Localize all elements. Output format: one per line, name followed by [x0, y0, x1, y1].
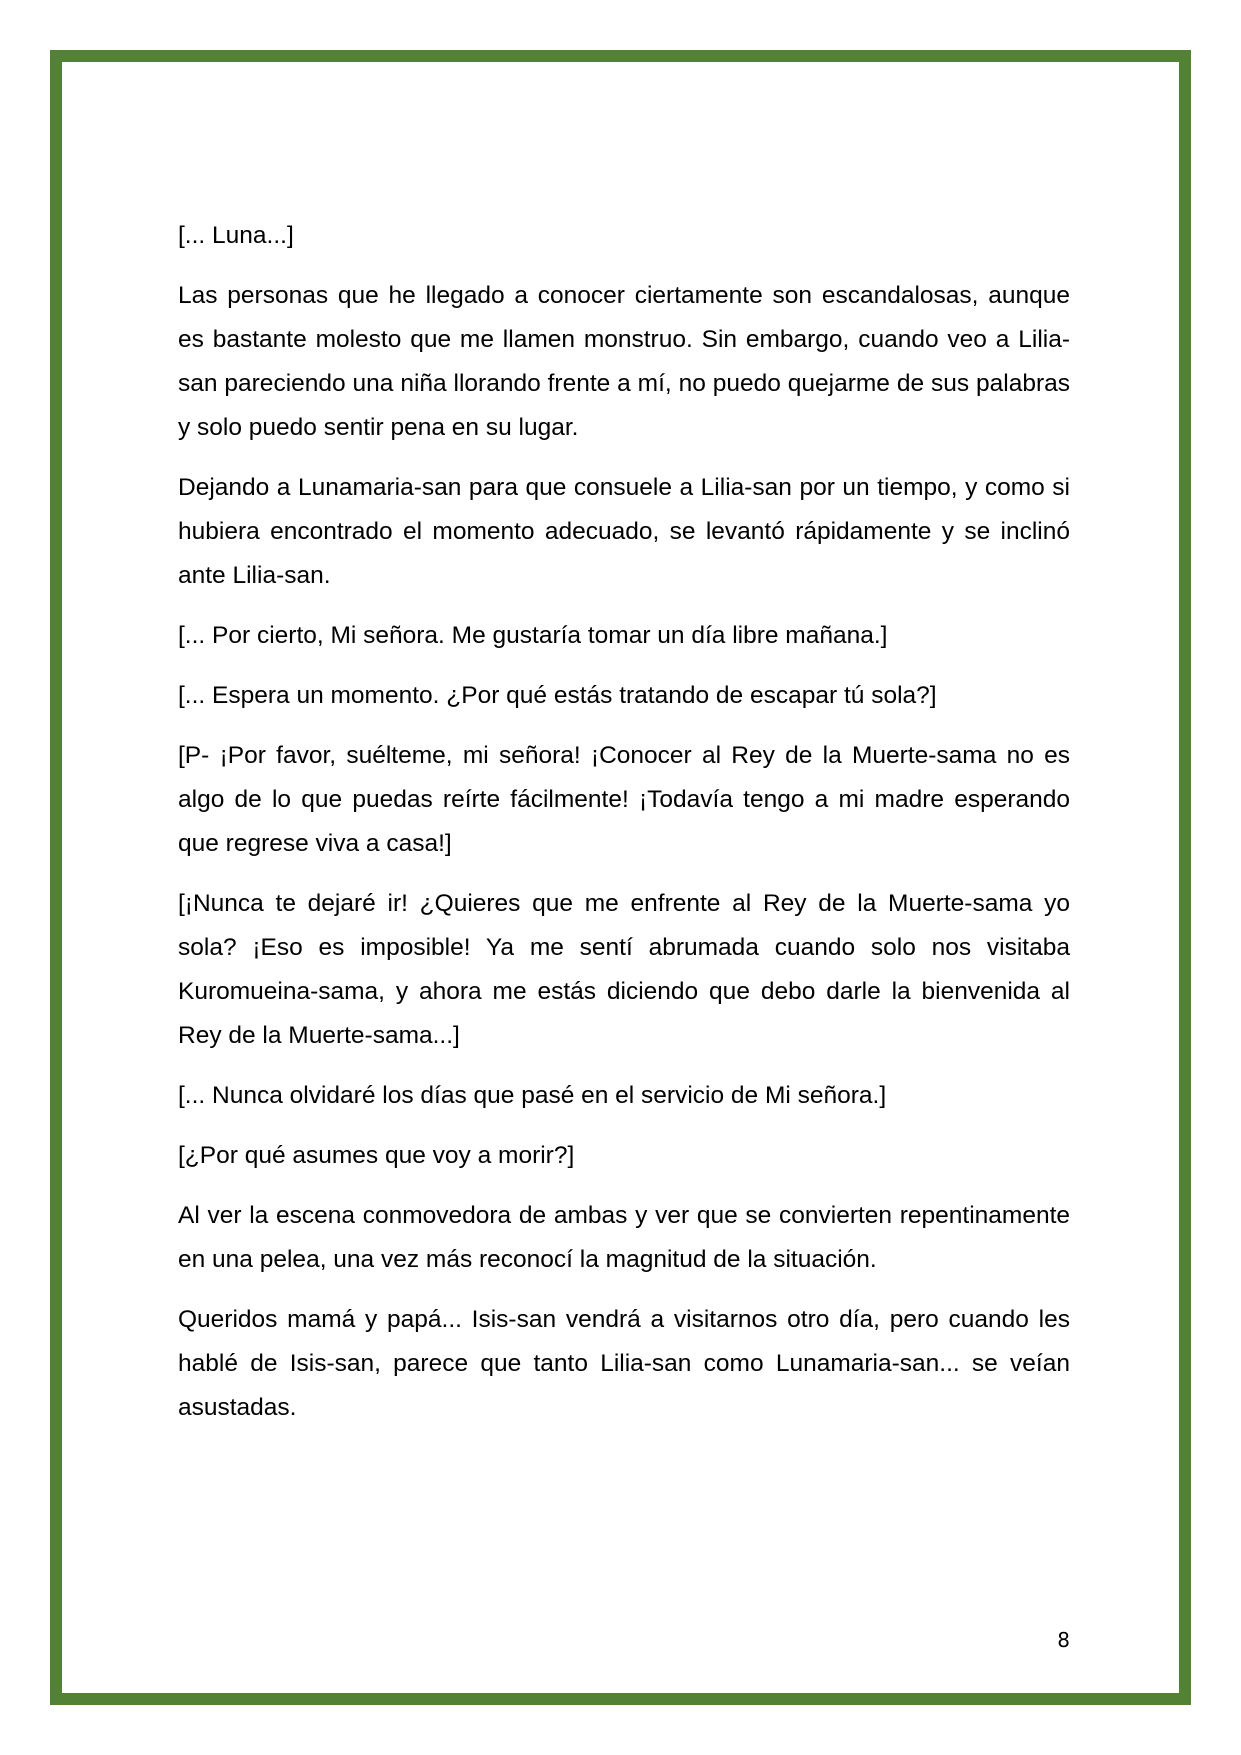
paragraph: Las personas que he llegado a conocer ciertamente son escandalosas, aunque es bastante molesto que me llamen monstruo. Sin embargo, cuando veo a Lilia-san pareciendo una niña llorando frente a mí, no puedo quejarme de sus palabras y solo puedo sentir pena en su lugar. [178, 282, 1070, 441]
document-body [178, 214, 1070, 1446]
paragraph: [¿Por qué asumes que voy a morir?] [178, 1142, 575, 1169]
paragraph: [¡Nunca te dejaré ir! ¿Quieres que me enfrente al Rey de la Muerte-sama yo sola? ¡Eso es imposible! Ya me sentí abrumada cuando solo nos visitaba Kuromueina-sama, y ahora me estás diciendo que debo darle la bienvenida al Rey de la Muerte-sama...] [178, 890, 1070, 1049]
paragraph: Al ver la escena conmovedora de ambas y ver que se convierten repentinamente en una pelea, una vez más reconocí la magnitud de la situación. [178, 1202, 1070, 1273]
paragraph: [... Por cierto, Mi señora. Me gustaría tomar un día libre mañana.] [178, 622, 888, 649]
paragraph: Dejando a Lunamaria-san para que consuele a Lilia-san por un tiempo, y como si hubiera encontrado el momento adecuado, se levantó rápidamente y se inclinó ante Lilia-san. [178, 474, 1070, 589]
paragraph: [... Espera un momento. ¿Por qué estás tratando de escapar tú sola?] [178, 682, 937, 709]
page-number: 8 [1057, 1628, 1070, 1652]
paragraph: Queridos mamá y papá... Isis-san vendrá a visitarnos otro día, pero cuando les hablé de Isis-san, parece que tanto Lilia-san como Lunamaria-san... se veían asustadas. [178, 1306, 1070, 1421]
paragraph: [... Nunca olvidaré los días que pasé en el servicio de Mi señora.] [178, 1082, 887, 1109]
paragraph: [... Luna...] [178, 222, 294, 249]
paragraph: [P- ¡Por favor, suélteme, mi señora! ¡Conocer al Rey de la Muerte-sama no es algo de lo que puedas reírte fácilmente! ¡Todavía tengo a mi madre esperando que regrese viva a casa!] [178, 742, 1070, 857]
